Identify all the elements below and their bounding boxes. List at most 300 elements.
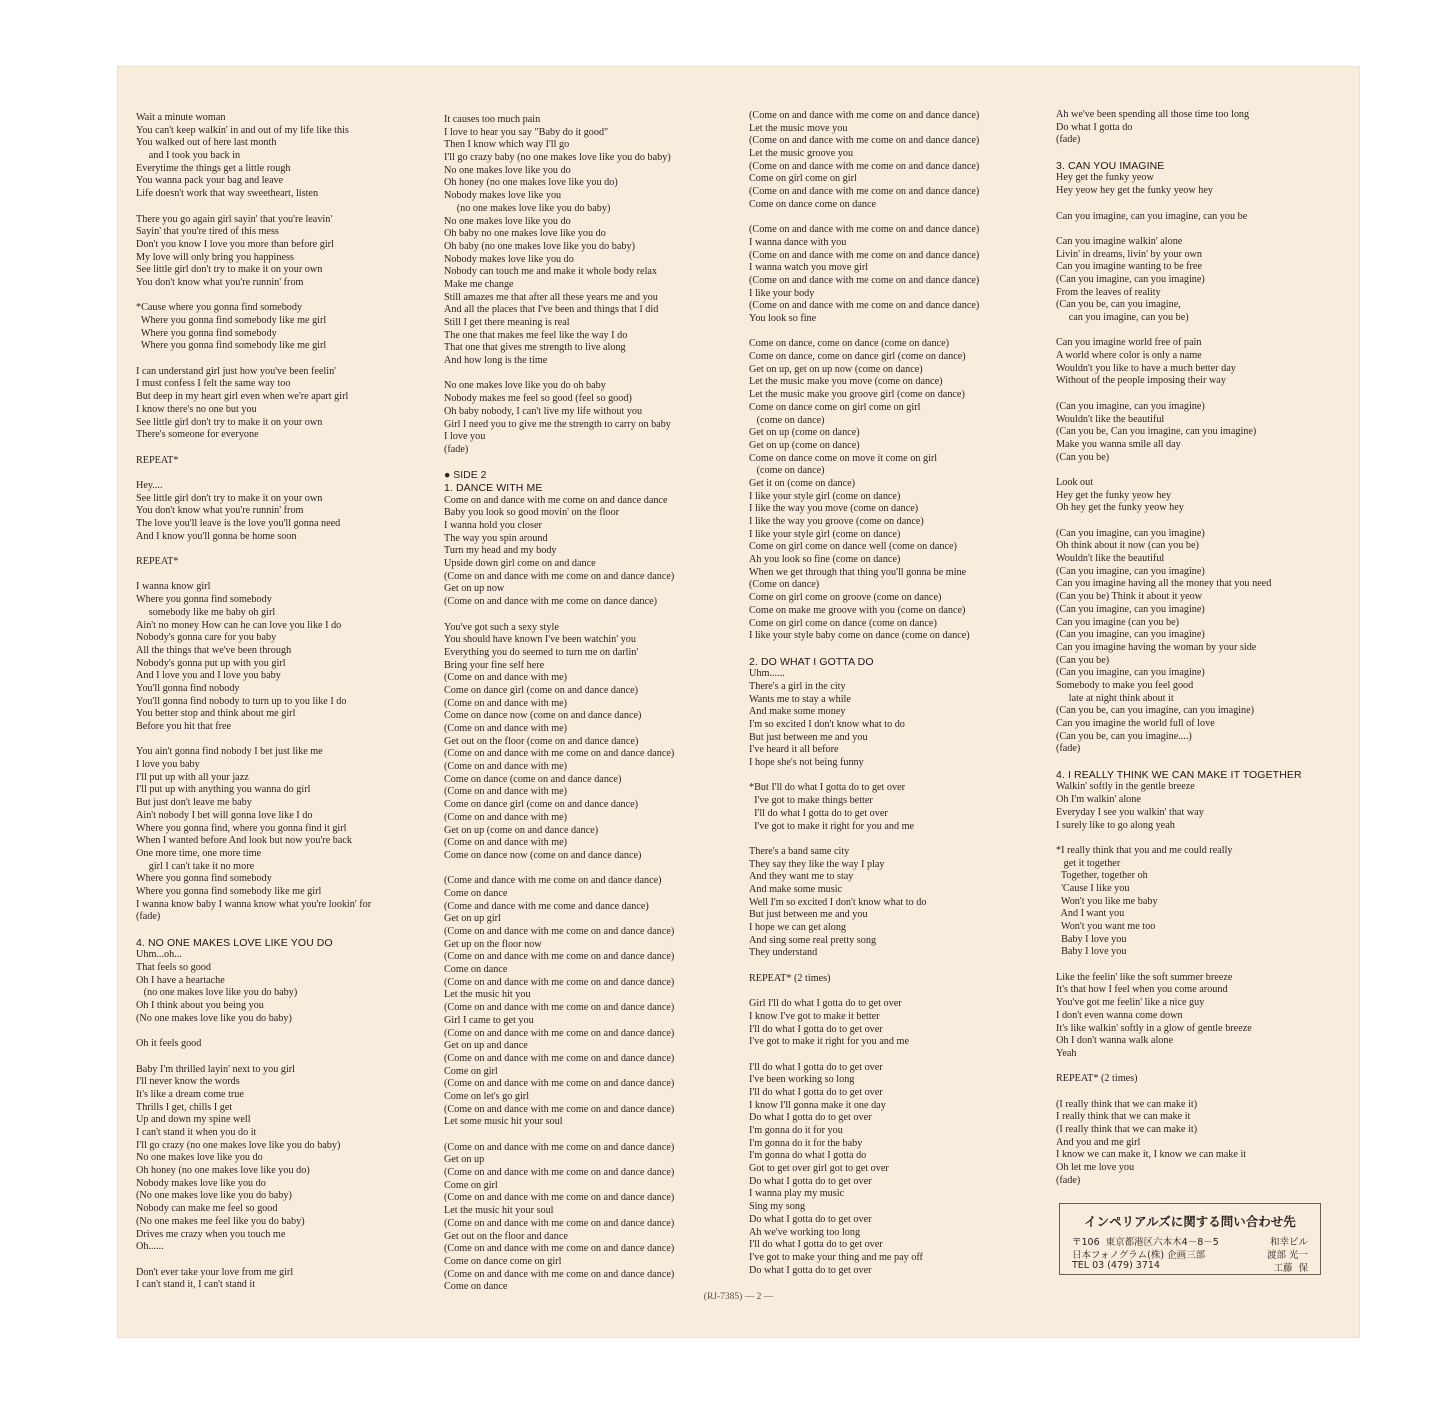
lyric-line: (Come on and dance with me) xyxy=(444,837,568,849)
lyric-line xyxy=(1056,959,1356,972)
lyric-line: Let the music make you move (come on dance) xyxy=(749,376,943,388)
lyric-line: Come on dance now (come on and dance dance) xyxy=(444,849,642,861)
lyric-line: And I know you'll gonna be home soon xyxy=(136,530,297,542)
lyric-line: *But I'll do what I gotta do to get over xyxy=(749,782,906,794)
lyric-line: No one makes love like you do xyxy=(444,215,571,227)
lyric-line: I'll do what I gotta do to get over xyxy=(749,1023,883,1035)
lyric-line: (fade) xyxy=(1056,134,1081,146)
lyric-line: Come on dance come on girl come on girl xyxy=(749,401,921,413)
lyric-line: Turn my head and my body xyxy=(444,545,557,557)
lyric-line: I wanna know girl xyxy=(136,581,211,593)
lyric-line: (fade) xyxy=(1056,743,1081,755)
lyric-line: I love to hear you say "Baby do it good" xyxy=(444,126,609,138)
lyric-line: You can't keep walkin' in and out of my life like this xyxy=(136,124,349,136)
lyric-line xyxy=(136,734,436,747)
lyric-line: All the things that we've been through xyxy=(136,644,292,656)
lyric-line: Oh honey (no one makes love like you do) xyxy=(136,1165,310,1177)
lyric-line: And I love you and I love you baby xyxy=(136,670,281,682)
lyric-line: Oh think about it now (can you be) xyxy=(1056,540,1199,552)
lyric-line: (Come on and dance with me come on and dance dance) xyxy=(444,1167,675,1179)
lyric-line xyxy=(749,326,1049,339)
lyric-line: (Come on and dance with me come on and dance dance) xyxy=(444,1078,675,1090)
lyric-line: REPEAT* xyxy=(136,454,179,466)
lyric-line: Do what I gotta do xyxy=(1056,121,1133,133)
lyric-line: Thrills I get, chills I get xyxy=(136,1101,233,1113)
lyric-line: No one makes love like you do xyxy=(444,164,571,176)
lyric-line: I'm gonna do it for the baby xyxy=(749,1137,863,1149)
lyric-line: I'll put up with anything you wanna do girl xyxy=(136,784,311,796)
lyric-line: Livin' in dreams, livin' by your own xyxy=(1056,248,1202,260)
lyric-line: (I really think that we can make it) xyxy=(1056,1098,1198,1110)
lyric-line: Where you gonna find somebody xyxy=(136,873,272,885)
lyric-line xyxy=(1056,1061,1356,1074)
lyric-line: And how long is the time xyxy=(444,355,548,367)
lyric-line: I really think that we can make it xyxy=(1056,1111,1191,1123)
lyric-line: Can you imagine walkin' alone xyxy=(1056,235,1183,247)
lyric-line: (Come on and dance with me come on and dance dance) xyxy=(444,926,675,937)
lyric-line: (Come on and dance with me) xyxy=(444,723,568,734)
lyric-line: Without of the people imposing their way xyxy=(1056,375,1226,387)
lyric-line: Like the feelin' like the soft summer breeze xyxy=(1056,971,1233,983)
lyric-line: Well I'm so excited I don't know what to do xyxy=(749,896,927,908)
lyric-line: (Come on and dance with me come on and dance dance) xyxy=(749,160,980,172)
lyric-line: (Come on and dance with me come on dance dance) xyxy=(444,596,658,608)
lyric-line: Come on make me groove with you (come on dance) xyxy=(749,604,966,616)
lyric-line: Uhm...... xyxy=(749,668,785,680)
lyric-line: Oh baby (no one makes love like you do baby) xyxy=(444,240,635,252)
lyric-line: (Can you imagine, can you imagine) xyxy=(1056,629,1205,641)
lyric-line: Do what I gotta do to get over xyxy=(749,1112,872,1124)
lyric-line: Come on dance xyxy=(444,964,508,976)
lyric-line xyxy=(1056,198,1356,211)
contact-phone: TEL 03 (479) 3714 xyxy=(1072,1260,1160,1271)
lyric-line: (come on dance) xyxy=(749,465,825,477)
lyric-line: Get on up (come on dance) xyxy=(749,427,860,439)
lyric-line: I like your style baby come on dance (come on dance) xyxy=(749,630,970,642)
lyric-line xyxy=(749,1049,1049,1062)
lyric-line: Come on dance come on move it come on girl xyxy=(749,452,938,464)
lyric-line: I like the way you groove (come on dance) xyxy=(749,516,924,527)
lyric-line: I've been working so long xyxy=(749,1074,855,1086)
lyric-line: And sing some real pretty song xyxy=(749,934,877,946)
lyric-line: (Can you be, can you imagine, can you imagine) xyxy=(1056,705,1255,717)
lyric-line: Baby I'm thrilled layin' next to you girl xyxy=(136,1063,296,1075)
lyric-line: I'll go crazy (no one makes love like you do baby) xyxy=(136,1139,341,1151)
lyric-line: See little girl don't try to make it on your own xyxy=(136,492,323,504)
lyric-line: Get on up now xyxy=(444,583,505,595)
lyric-line: I'll do what I gotta do to get over xyxy=(749,1086,883,1098)
lyric-line: I've got to make it right for you and me xyxy=(749,820,915,832)
lyric-line: get it together xyxy=(1056,857,1121,869)
lyric-line: I'm so excited I don't know what to do xyxy=(749,719,905,730)
lyric-line: There you go again girl sayin' that you're leavin' xyxy=(136,213,333,225)
lyric-line: Let the music hit you xyxy=(444,989,531,1001)
lyric-line: Get on up (come on and dance dance) xyxy=(444,824,599,836)
lyric-line: Hey get the funky yeow xyxy=(1056,172,1154,184)
lyric-line: Can you imagine (can you be) xyxy=(1056,616,1180,628)
lyric-line: Won't you like me baby xyxy=(1056,895,1158,907)
lyric-line: Get it on (come on dance) xyxy=(749,477,856,489)
lyric-line: Wait a minute woman xyxy=(136,112,226,123)
lyric-line: See little girl don't try to make it on your own xyxy=(136,416,323,428)
lyric-line: (Come on and dance with me come on and dance dance) xyxy=(749,186,980,198)
lyric-line: Oh I'm walkin' alone xyxy=(1056,794,1141,806)
lyric-line xyxy=(136,467,436,480)
lyric-line: Oh let me love you xyxy=(1056,1162,1135,1174)
lyric-line: Don't ever take your love from me girl xyxy=(136,1266,294,1278)
lyric-line: But deep in my heart girl even when we're apart girl xyxy=(136,391,349,403)
contact-box xyxy=(1059,1203,1321,1275)
lyric-line: (Can you be, can you imagine....) xyxy=(1056,730,1192,742)
lyric-line: That feels so good xyxy=(136,962,211,974)
contact-building: 和幸ビル xyxy=(1269,1237,1308,1248)
lyric-line: They say they like the way I play xyxy=(749,858,885,870)
lyric-line: (I really think that we can make it) xyxy=(1056,1124,1198,1135)
lyric-line: (Come on and dance with me) xyxy=(444,786,568,798)
lyric-line: (fade) xyxy=(1056,1174,1081,1186)
lyric-line: I know there's no one but you xyxy=(136,403,257,415)
lyric-line: You'll gonna find nobody xyxy=(136,682,240,694)
lyric-line: (Come on and dance with me) xyxy=(444,672,568,684)
contact-address: 〒106 東京都港区六本木4－8－5 xyxy=(1072,1237,1219,1248)
lyric-line: Let some music hit your soul xyxy=(444,1116,563,1128)
lyric-line: I wanna play my music xyxy=(749,1188,845,1200)
lyric-line xyxy=(749,960,1049,973)
lyric-line: (Come on and dance with me come on and dance dance) xyxy=(444,951,675,963)
lyric-line: (no one makes love like you do baby) xyxy=(444,202,611,214)
lyric-line: Come on and dance with me come on and dance dance xyxy=(444,494,668,506)
lyric-line: Where you gonna find, where you gonna find it girl xyxy=(136,822,347,834)
lyric-line: Drives me crazy when you touch me xyxy=(136,1228,286,1240)
lyric-line: Get out on the floor and dance xyxy=(444,1230,568,1242)
lyric-line: Upside down girl come on and dance xyxy=(444,558,596,570)
lyric-line: But just between me and you xyxy=(749,731,868,743)
lyric-line: Oh I think about you being you xyxy=(136,1000,264,1012)
lyric-line: Life doesn't work that way sweetheart, listen xyxy=(136,188,319,200)
lyric-line: But just between me and you xyxy=(749,909,868,921)
page-number-footer: (RJ-7385) — 2 — xyxy=(703,1292,774,1302)
lyric-line: (Come on and dance with me come on and dance dance) xyxy=(444,1217,675,1229)
lyric-line: Walkin' softly in the gentle breeze xyxy=(1056,781,1195,793)
lyric-line: Get out on the floor (come on and dance dance) xyxy=(444,735,639,747)
song-title: 4. I REALLY THINK WE CAN MAKE IT TOGETHER xyxy=(1056,768,1302,781)
lyric-line: Everytime the things get a little rough xyxy=(136,162,291,174)
lyric-line: (Come on and dance with me come on and dance dance) xyxy=(444,1192,675,1204)
lyric-line: (Come on and dance with me come on and dance dance) xyxy=(444,1002,675,1014)
lyric-line: (Come on and dance with me come on and dance dance) xyxy=(444,1103,675,1115)
lyric-line xyxy=(136,1026,436,1039)
lyric-line xyxy=(136,1254,436,1267)
lyric-line: Ah we've been spending all those time too long xyxy=(1056,109,1250,120)
lyric-line: Still I get there meaning is real xyxy=(444,317,570,328)
lyric-line: I like your style girl (come on dance) xyxy=(749,528,901,540)
lyric-line xyxy=(136,924,436,937)
lyric-line xyxy=(136,569,436,582)
contact-company: 日本フォノグラム(株) 企画三部 xyxy=(1072,1250,1206,1261)
lyric-line: Uhm...oh... xyxy=(136,949,182,961)
lyric-line: I'll do what I gotta do to get over xyxy=(749,807,888,819)
lyric-line: (Come on and dance with me come on and dance dance) xyxy=(444,1268,675,1280)
lyric-line: Get on up xyxy=(444,1154,485,1166)
lyric-line: I must confess I felt the same way too xyxy=(136,378,291,390)
lyric-line: (Can you be, Can you imagine, can you imagine) xyxy=(1056,426,1257,438)
lyric-line: I've got to make your thing and me pay off xyxy=(749,1251,923,1263)
lyric-line: I've got to make things better xyxy=(749,795,873,807)
lyric-line: somebody like me baby oh girl xyxy=(136,606,276,618)
lyric-line: Then I know which way I'll go xyxy=(444,139,570,151)
lyric-line xyxy=(1056,325,1356,338)
lyric-line: Come on dance xyxy=(444,887,508,899)
lyric-line: Everything you do seemed to turn me on darlin' xyxy=(444,646,639,658)
lyric-line: Won't you want me too xyxy=(1056,921,1156,932)
contact-person-2: 工藤 保 xyxy=(1273,1263,1308,1274)
lyric-line: Nobody makes love like you xyxy=(444,190,562,202)
lyric-line: Can you imagine having all the money that you need xyxy=(1056,578,1272,590)
lyrics-column-2 xyxy=(444,114,744,1294)
lyric-line xyxy=(136,353,436,366)
lyric-line: Can you imagine wanting to be free xyxy=(1056,261,1202,273)
side-label: ● SIDE 2 xyxy=(444,469,487,482)
lyric-line: Nobody's gonna care for you baby xyxy=(136,632,277,644)
lyric-line: (Come and dance with me come on and dance dance) xyxy=(444,875,662,887)
lyric-line: Where you gonna find somebody xyxy=(136,594,272,606)
lyric-line: (Come and dance with me come and dance dance) xyxy=(444,900,649,912)
lyric-line xyxy=(136,1051,436,1064)
lyric-line: Come on dance now (come on and dance dance) xyxy=(444,710,642,722)
lyric-line: You've got me feelin' like a nice guy xyxy=(1056,997,1205,1009)
lyric-line: (Can you imagine, can you imagine) xyxy=(1056,667,1205,679)
lyric-line xyxy=(749,833,1049,846)
lyric-line: Hey yeow hey get the funky yeow hey xyxy=(1056,185,1214,197)
lyric-line: Oh I don't wanna walk alone xyxy=(1056,1035,1173,1047)
lyric-line: I know I'll gonna make it one day xyxy=(749,1099,886,1111)
lyric-line: The love you'll leave is the love you'll gonna need xyxy=(136,518,341,529)
lyric-line: Let the music make you groove girl (come on dance) xyxy=(749,389,965,401)
lyric-line: They understand xyxy=(749,947,818,959)
lyric-line: It's like a dream come true xyxy=(136,1088,244,1100)
lyric-line xyxy=(1056,832,1356,845)
lyric-line: Wouldn't you like to have a much better day xyxy=(1056,362,1236,374)
lyric-line: It's like walkin' softly in a glow of gentle breeze xyxy=(1056,1022,1252,1034)
lyric-line: (Come on and dance with me) xyxy=(444,761,568,773)
lyric-line: (Come on and dance with me come on and dance dance) xyxy=(444,1141,675,1153)
lyric-line: You better stop and think about me girl xyxy=(136,708,296,720)
lyric-line: One more time, one more time xyxy=(136,847,262,859)
lyric-line: And make some music xyxy=(749,883,843,895)
lyric-line: I like the way you move (come on dance) xyxy=(749,503,919,515)
lyric-line: (Can you be) xyxy=(1056,654,1110,666)
lyric-line: Do what I gotta do to get over xyxy=(749,1264,872,1276)
lyric-line: (Can you imagine, can you imagine) xyxy=(1056,565,1205,577)
lyric-line xyxy=(444,457,744,470)
lyric-line: Can you imagine world free of pain xyxy=(1056,337,1202,349)
lyric-line: Don't you know I love you more than before girl xyxy=(136,238,334,250)
lyric-line: Come on dance come on girl xyxy=(444,1255,562,1267)
lyric-line: (Can you be, can you imagine, xyxy=(1056,299,1181,311)
lyric-line xyxy=(136,543,436,556)
lyric-line: No one makes love like you do oh baby xyxy=(444,380,606,392)
lyric-line: Sayin' that you're tired of this mess xyxy=(136,226,279,238)
lyric-line: I'll do what I gotta do to get over xyxy=(749,1061,883,1073)
lyric-line: My love will only bring you happiness xyxy=(136,251,294,263)
lyric-line: I hope she's not being funny xyxy=(749,757,864,769)
lyric-line: Oh I have a heartache xyxy=(136,974,225,986)
lyric-line: I hope we can get along xyxy=(749,922,847,933)
lyric-line: I wanna know baby I wanna know what you're lookin' for xyxy=(136,898,372,910)
lyric-line: Baby I love you xyxy=(1056,933,1127,945)
lyric-line: and I took you back in xyxy=(136,150,241,162)
lyric-line: Get on up girl xyxy=(444,913,501,925)
lyric-line: When we get through that thing you'll gonna be mine xyxy=(749,566,967,578)
lyric-line: And I want you xyxy=(1056,908,1125,920)
lyric-line: I'm gonna do it for you xyxy=(749,1125,843,1136)
lyric-line: Come on dance xyxy=(444,1281,508,1293)
lyric-line: (Can you imagine, can you imagine) xyxy=(1056,400,1205,412)
lyric-line: Come on dance girl (come on and dance dance) xyxy=(444,684,639,696)
lyric-line: Got to get over girl got to get over xyxy=(749,1163,889,1175)
lyric-line: (Can you imagine, can you imagine) xyxy=(1056,273,1205,285)
lyric-line xyxy=(749,643,1049,656)
lyric-line: Look out xyxy=(1056,476,1094,488)
lyric-line: You look so fine xyxy=(749,313,817,324)
lyric-line: I'll put up with all your jazz xyxy=(136,771,249,783)
lyric-line xyxy=(749,212,1049,225)
lyric-line: Ah you look so fine (come on dance) xyxy=(749,554,901,566)
lyric-line: When I wanted before And look but now you're back xyxy=(136,835,352,847)
lyric-line: (Come on and dance with me come on and dance dance) xyxy=(444,1027,675,1039)
lyric-line: Let the music hit your soul xyxy=(444,1205,554,1217)
lyric-line: (Can you be) Think it about it yeow xyxy=(1056,591,1203,603)
lyric-line: (come on dance) xyxy=(749,414,825,426)
lyric-line: Nobody makes love like you do xyxy=(444,253,574,265)
lyric-line: Oh it feels good xyxy=(136,1038,202,1050)
lyric-line: (No one makes me feel like you do baby) xyxy=(136,1215,305,1227)
lyric-line: Nobody makes love like you do xyxy=(136,1177,266,1189)
lyric-line: Come on dance come on dance xyxy=(749,198,877,210)
lyric-line: You ain't gonna find nobody I bet just like me xyxy=(136,746,323,758)
lyric-line: Together, together oh xyxy=(1056,870,1148,882)
lyric-line: Get on up (come on dance) xyxy=(749,439,860,451)
lyrics-column-4 xyxy=(1056,109,1356,1187)
lyric-line: I don't even wanna come down xyxy=(1056,1009,1183,1021)
lyric-line xyxy=(136,201,436,214)
lyric-line: (Can you imagine, can you imagine) xyxy=(1056,527,1205,539)
lyric-line: I wanna watch you move girl xyxy=(749,262,869,274)
lyric-line: Oh...... xyxy=(136,1241,164,1253)
lyric-line: Come on girl come on girl xyxy=(749,173,857,185)
lyric-line: (Come on and dance with me come on and dance dance) xyxy=(749,300,980,312)
lyric-line: (Come on dance) xyxy=(749,579,820,591)
lyric-line xyxy=(444,863,744,876)
lyric-line xyxy=(136,442,436,455)
lyric-line: But just don't leave me baby xyxy=(136,797,252,809)
lyric-line: Bring your fine self here xyxy=(444,659,545,671)
lyric-line: (Come on and dance with me come on and dance dance) xyxy=(749,249,980,261)
lyric-line: (Can you be) xyxy=(1056,451,1110,463)
lyric-line: I can understand girl just how you've been feelin' xyxy=(136,365,337,377)
lyric-line: (No one makes love like you do baby) xyxy=(136,1190,292,1202)
lyric-line: REPEAT* xyxy=(136,556,179,568)
lyric-line: I know we can make it, I know we can make it xyxy=(1056,1149,1247,1161)
lyric-line: I like your style girl (come on dance) xyxy=(749,490,901,502)
lyric-line xyxy=(1056,756,1356,769)
lyric-line: Girl I need you to give me the strength to carry on baby xyxy=(444,418,671,430)
lyric-line: (Come on and dance with me come on and dance dance) xyxy=(444,748,675,760)
lyric-line: That one that gives me strength to live along xyxy=(444,342,626,354)
lyric-line: Do what I gotta do to get over xyxy=(749,1213,872,1225)
lyric-line: Somebody to make you feel good xyxy=(1056,679,1194,691)
lyric-line xyxy=(444,609,744,622)
lyric-line: Ain't nobody I bet will gonna love like I do xyxy=(136,809,313,821)
lyric-line: Come on dance (come on and dance dance) xyxy=(444,773,622,785)
lyric-line: Let the music move you xyxy=(749,122,848,134)
lyric-line: And they want me to stay xyxy=(749,871,854,883)
lyric-line: Make you wanna smile all day xyxy=(1056,438,1181,450)
lyric-line: I'll go crazy baby (no one makes love like you do baby) xyxy=(444,152,671,164)
lyric-line xyxy=(1056,388,1356,401)
lyric-line: Baby you look so good movin' on the floor xyxy=(444,507,620,519)
lyric-line: (fade) xyxy=(136,911,161,923)
lyric-line: Nobody can touch me and make it whole body relax xyxy=(444,266,658,278)
lyric-line: Where you gonna find somebody like me girl xyxy=(136,885,322,897)
lyric-line xyxy=(749,770,1049,783)
lyric-line: I can't stand it, I can't stand it xyxy=(136,1279,256,1291)
lyric-line: No one makes love like you do xyxy=(136,1152,263,1164)
lyric-line: *I really think that you and me could really xyxy=(1056,844,1233,856)
lyric-line: (Come on and dance with me) xyxy=(444,697,568,709)
song-title: 4. NO ONE MAKES LOVE LIKE YOU DO xyxy=(136,936,333,949)
lyric-line xyxy=(444,368,744,381)
lyric-line xyxy=(749,985,1049,998)
lyric-line: I surely like to go along yeah xyxy=(1056,819,1175,831)
lyric-line: *Cause where you gonna find somebody xyxy=(136,302,303,314)
lyric-line: The way you spin around xyxy=(444,532,548,544)
lyric-line: You don't know what you're runnin' from xyxy=(136,276,304,288)
lyric-line: (Come on and dance with me come on and dance dance) xyxy=(749,135,980,147)
lyric-line: I wanna hold you closer xyxy=(444,520,542,531)
lyric-line: Oh baby nobody, I can't live my life without you xyxy=(444,405,643,417)
lyric-line: (Can you imagine, can you imagine) xyxy=(1056,603,1205,615)
lyric-line: Come on girl xyxy=(444,1179,498,1191)
lyric-line: I'm gonna do what I gotta do xyxy=(749,1150,867,1162)
lyric-line: Ain't no money How can he can love you like I do xyxy=(136,619,342,631)
lyric-line: 'Cause I like you xyxy=(1056,882,1130,894)
lyric-line: You'll gonna find nobody to turn up to you like I do xyxy=(136,695,347,707)
lyric-line: Make me change xyxy=(444,278,514,290)
lyric-line: You don't know what you're runnin' from xyxy=(136,505,304,517)
lyric-line: (Come on and dance with me come on and dance dance) xyxy=(444,570,675,582)
lyric-line: (Come on and dance with me come on and dance dance) xyxy=(749,110,980,121)
lyric-line: I love you baby xyxy=(136,759,200,771)
lyric-line: Come on girl come on dance well (come on dance) xyxy=(749,541,957,553)
lyric-line: Ah we've working too long xyxy=(749,1226,861,1238)
lyric-line: Can you imagine the world full of love xyxy=(1056,718,1215,729)
lyric-line xyxy=(1056,1086,1356,1099)
lyric-line: Up and down my spine well xyxy=(136,1114,251,1126)
lyric-line: I'll never know the words xyxy=(136,1076,240,1088)
lyric-line: Everyday I see you walkin' that way xyxy=(1056,806,1204,818)
lyric-line: Come on girl come on dance (come on dance) xyxy=(749,617,937,629)
lyric-line: Girl I'll do what I gotta do to get over xyxy=(749,998,902,1010)
lyric-line: Oh baby no one makes love like you do xyxy=(444,228,606,240)
lyric-line xyxy=(1056,223,1356,236)
lyric-line: You've got such a sexy style xyxy=(444,621,559,633)
lyric-line xyxy=(1056,464,1356,477)
lyric-line: I've got to make it right for you and me xyxy=(749,1036,909,1048)
lyric-line xyxy=(1056,147,1356,160)
lyric-line: Wouldn't like the beautiful xyxy=(1056,413,1165,425)
lyric-line: (Come on and dance with me come on and dance dance) xyxy=(749,224,980,236)
